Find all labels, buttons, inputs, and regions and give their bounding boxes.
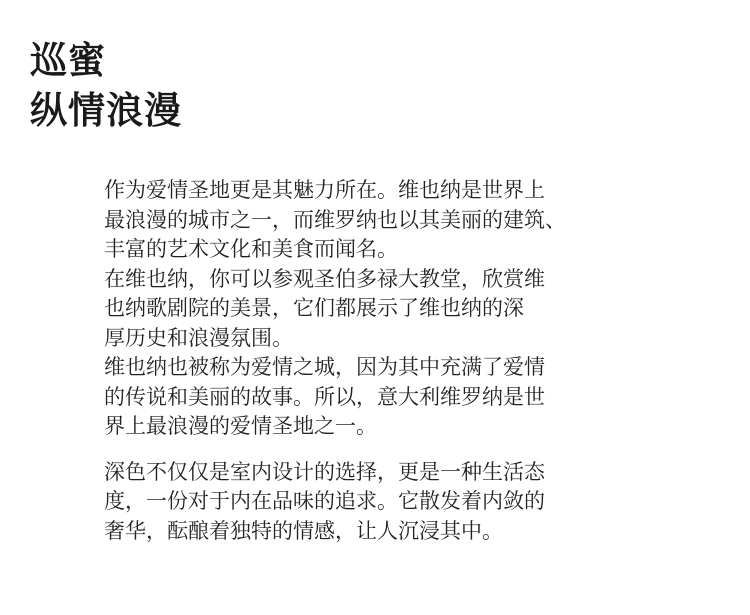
- text-line: 的传说和美丽的故事。所以，意大利维罗纳是世: [104, 384, 545, 409]
- article-body: [104, 176, 704, 546]
- text-line: 奢华，酝酿着独特的情感，让人沉浸其中。: [104, 518, 503, 543]
- paragraph-vienna-sights: [104, 265, 704, 354]
- paragraph-city-of-love: [104, 353, 704, 442]
- text-line: 作为爱情圣地更是其魅力所在。维也纳是世界上: [104, 178, 545, 202]
- heading-line-2: 纵情浪漫: [30, 89, 182, 132]
- page-heading: [30, 36, 182, 136]
- text-line: 在维也纳，你可以参观圣伯多禄大教堂，欣赏维: [104, 266, 545, 291]
- text-line: 深色不仅仅是室内设计的选择，更是一种生活态: [104, 459, 545, 484]
- paragraph-dark-interior: [104, 458, 704, 547]
- text-line: 度，一份对于内在品味的追求。它散发着内敛的: [104, 489, 545, 513]
- text-line: 厚历史和浪漫氛围。: [104, 325, 293, 350]
- text-line: 丰富的艺术文化和美食而闻名。: [104, 237, 398, 261]
- heading-line-1: 巡蜜: [30, 39, 106, 82]
- text-line: 维也纳也被称为爱情之城，因为其中充满了爱情: [104, 355, 545, 379]
- paragraph-vienna-verona: [104, 176, 704, 265]
- text-line: 最浪漫的城市之一，而维罗纳也以其美丽的建筑、: [104, 207, 566, 232]
- text-line: 界上最浪漫的爱情圣地之一。: [104, 414, 377, 438]
- text-line: 也纳歌剧院的美景，它们都展示了维也纳的深: [104, 296, 524, 320]
